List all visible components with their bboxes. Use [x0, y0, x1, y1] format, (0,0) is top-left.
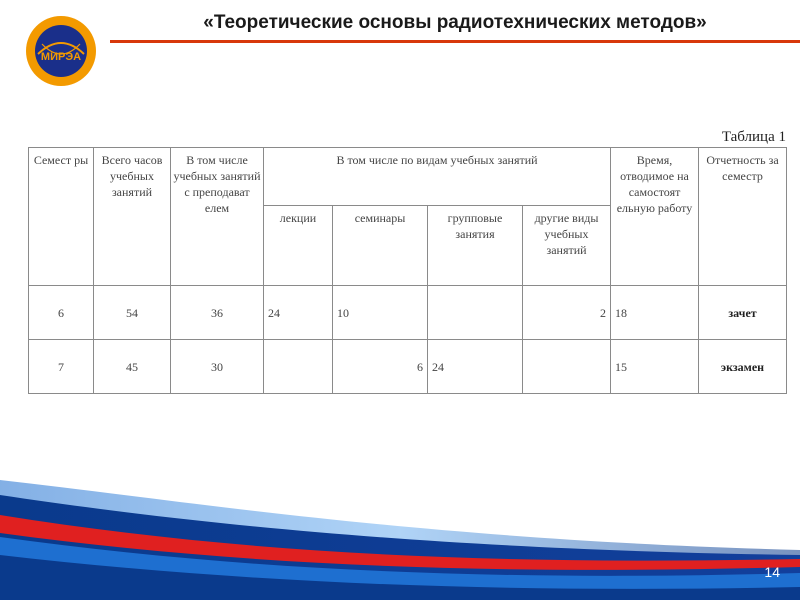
header-lectures: лекции [264, 206, 333, 286]
cell-reporting: экзамен [699, 340, 787, 394]
cell-self-study: 15 [611, 340, 699, 394]
cell-seminars: 6 [333, 340, 428, 394]
cell-lectures: 24 [264, 286, 333, 340]
page-title: «Теоретические основы радиотехнических методов» [203, 12, 707, 33]
cell-lectures [264, 340, 333, 394]
header-reporting: Отчетность за семестр [699, 148, 787, 286]
header-other: другие виды учебных занятий [523, 206, 611, 286]
table-row [29, 286, 787, 340]
header-group: групповые занятия [428, 206, 523, 286]
cell-with-teacher: 36 [171, 286, 264, 340]
mirea-logo [24, 14, 98, 88]
cell-seminars: 10 [333, 286, 428, 340]
cell-total: 54 [94, 286, 171, 340]
cell-other: 2 [523, 286, 611, 340]
table-row [29, 340, 787, 394]
title-underline [110, 40, 800, 43]
header-with-teacher: В том числе учебных занятий с преподават елем [171, 148, 264, 286]
curriculum-table [28, 147, 787, 394]
cell-reporting: зачет [699, 286, 787, 340]
header-by-type: В том числе по видам учебных занятий [264, 148, 611, 206]
cell-with-teacher: 30 [171, 340, 264, 394]
cell-self-study: 18 [611, 286, 699, 340]
logo-text: МИРЭА [40, 51, 82, 63]
cell-total: 45 [94, 340, 171, 394]
header-seminars: семинары [333, 206, 428, 286]
table-caption: Таблица 1 [721, 129, 786, 145]
header-semesters: Семест ры [29, 148, 94, 286]
cell-semester: 7 [29, 340, 94, 394]
cell-semester: 6 [29, 286, 94, 340]
cell-group [428, 286, 523, 340]
cell-other [523, 340, 611, 394]
header-self-study: Время, отводимое на самостоят ельную работу [611, 148, 699, 286]
footer-swoosh [0, 455, 800, 600]
header-total-hours: Всего часов учебных занятий [94, 148, 171, 286]
cell-group: 24 [428, 340, 523, 394]
page-number: 14 [764, 564, 780, 580]
